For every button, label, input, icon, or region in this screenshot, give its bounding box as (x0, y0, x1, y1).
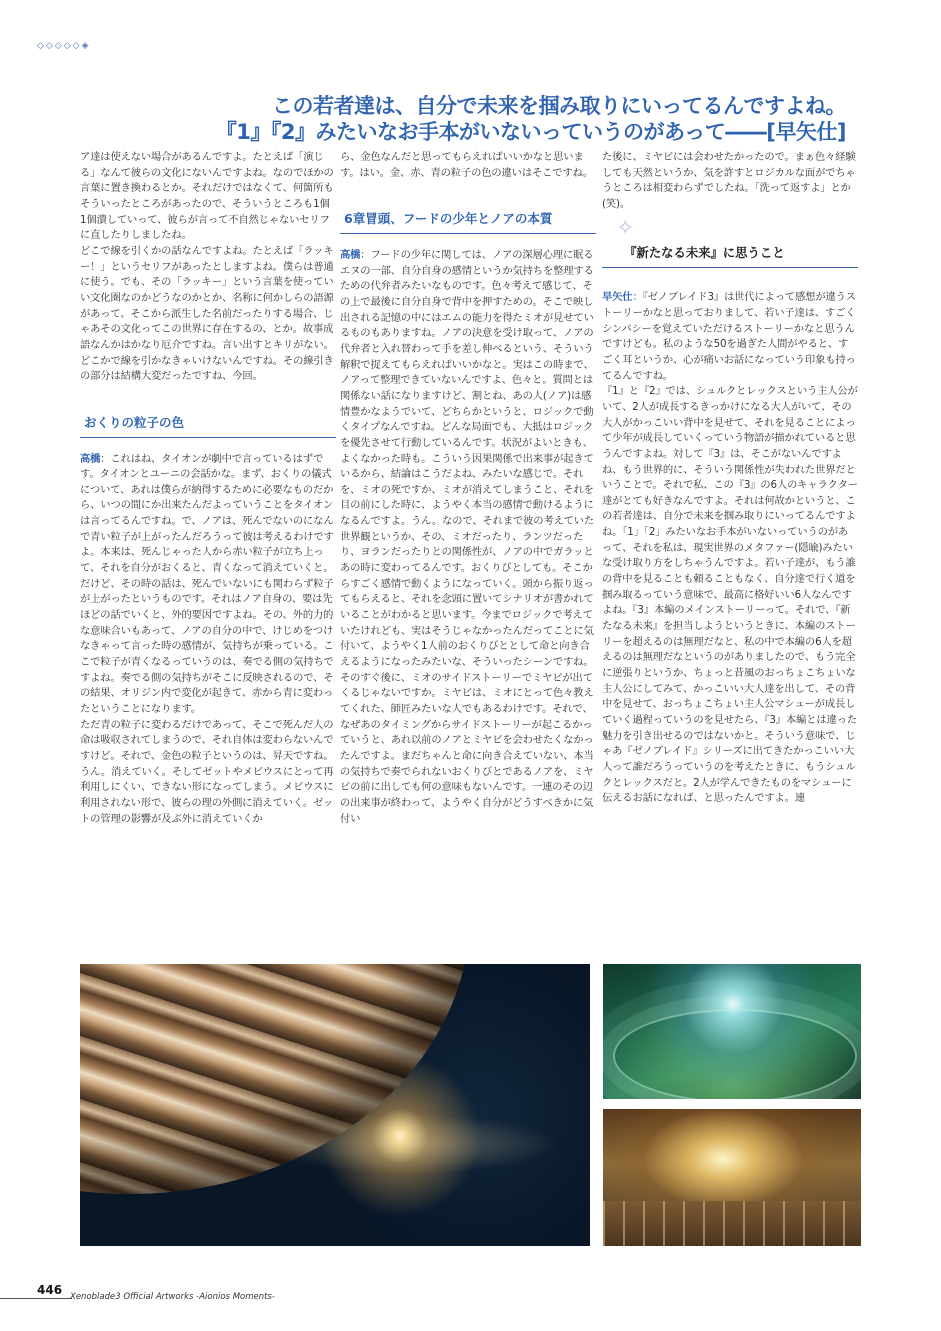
paragraph (602, 290, 858, 384)
text-column-3 (602, 150, 858, 807)
palace-scene-image (603, 1109, 861, 1246)
paragraph: ただ青の粒子に変わるだけであって、そこで死んだ人の命は吸収されてしまうので、それ自体は変わらないんですけど。それで、金色の粒子というのは、昇天ですね。うん。消えていく。そしてゼットやメビウスにとって再利用しにくい、できない形になってしまう。メビウスに利用されない形で、彼らの理の外側に消えていく。ゼットの管理の影響が及ぶ外に消えていくか (80, 718, 334, 825)
crystal-scene-image (603, 964, 861, 1099)
speaker-name: 高橋 (340, 248, 361, 261)
speaker-text: ：『ゼノブレイド3』は世代によって感想が違うストーリーかなと思っておりまして、若い子達は、すごくシンパシーを覚えていただけるストーリーかなと思うんですけども。私のような50を過ぎた人間がやると、すごく耳というか、心が痛いお話になっていう印象も持ってるんですね。 (602, 291, 856, 382)
paragraph (80, 452, 336, 718)
paragraph: た後に、ミヤビには会わせたかったので。まぁ色々経験しても天然というか、気を許すとロジカルな面がでちゃうところは相変わらずでしたね。「洗って返すよ」とか(笑)。 (602, 151, 856, 210)
glow-rings (613, 1009, 857, 1099)
page-number: 446 (37, 1283, 63, 1297)
section-heading (602, 215, 858, 269)
headline-line-1: この若者達は、自分で未来を掴み取りにいってるんですよね。 (272, 94, 846, 118)
text-column-2 (340, 150, 596, 827)
paragraph: 『1』と『2』では、シュルクとレックスという主人公がいて、2人が成長するきっかけになる大人がいて、その大人がかっこいい背中を見せて、それを見ることによって少年が成長していくっていう物語が描かれていると思うんですよね。対して『3』は、そこがないんですよね、もう世界的に、そういう関係性が失われた世界だということで。それで私、この『3』の6人のキャラクター達がとても好きなんですよ。それは何故かというと、この若者達は、自分で未来を掴み取りにいってるんですよね。「1」「2」みたいなお手本がいないっていうのがあって、それを私は、現実世界のメタファー(隠喩)みたいな受け取り方をしちゃうんですよ。若い子達が、もう誰の背中を見ることも頼ることもなく、自分達で行く道を掴み取るっていう意味で、最高に格好いい6人なんですよね。『3』本編のメインストーリーって。それで、『新たなる未来』を担当しようというときに、本編のストーリーを超えるのは無理だなと、私の中で本編の6人を超えるのは無理だなというのがありましたので、もう完全に逆張りというか、ちょっと昔風のおっちょこちょいな主人公にしてみて、かっこいい大人達を出して、その背中を見せて、おっちょこちょい主人公マシューが成長していく過程っていうのを見せたら、『3』本編とは違った魅力を引き出せるのではないかと。そういう意味で、じゃあ『ゼノブレイド』シリーズに出てきたかっこいい大人って誰だろうっていうのを考えたときに、もうシュルクとレックスだと。2人が学んできたものをマシューに伝えるお話になれば、と思ったんですよ。連 (602, 385, 858, 805)
speaker-text: ：フードの少年に関しては、ノアの深層心理に眠るエヌの一部、自分自身の感情というか気持ちを整理するための代弁者みたいなものです。色々考えて感じて、その上で最後に自分自身で背中を押すための。そこで映し出される記憶の中にはエムの能力を得たミオが見せているものもありますね。ノアの決意を受け取って、ノアの代弁者と入れ替わって手を差し伸べるという、そういう解釈で捉えてもらえればいいかなと。実はこの時まで、ノアって整理できていないんですよ、色々と。質問とは関係ない話になりますけど、割とね、あの人(ノア)は感情豊かなようでいて、どちらかというと、ロジックで動くタイプなんですね。どんな局面でも、大抵はロジックを優先させて行動しているんです。状況がよいときも、よくなかった時も。こういう因果関係で出来事が起きているから、結論はこうだよね、みたいな感じで。それを、ミオの死ですか、ミオが消えてしまうこと、それを目の前にした時に、ようやく本当の感情で動けるようになるんですよ。うん。なので、それまで彼の考えていた世界観というか、その、ミオだったり、ランツだったり、ヨランだったりとの関係性が、ノアの中でガラッとあの時に変わってるんです。おくりびとしても。そこからすごく感情で動くようになっていく。頭から振り返ってもらえると、それを念頭に置いてシナリオが書かれていることがわかると思います。今までロジックで考えていたけれども、実はそうじゃなかったんだってことに気付いて、ようやく1人前のおくりびととして命と向き合えるようになったみたいな、そういったシーンですね。そのすぐ後に、ミオのサイドストーリーでミヤビが出てくるじゃないですか。ミヤビは、ミオにとって色々教えてくれた、師匠みたいな人でもあるわけです。それで、なぜあのタイミングからサイドストーリーが起こるかっていうと、あれ以前のノアとミヤビを会わせたくなかったんですよ。まだちゃんと命に向き合えていない、本当の気持ちで奏でられないおくりびとであるノアを、ミヤビの前に出しても何の意味もないんです。一連のその辺の出来事が終わって、ようやく自分がどうすべきかに気付い (340, 248, 595, 825)
paragraph: ら、金色なんだと思ってもらえればいいかなと思います。はい。金、赤、青の粒子の色の違いはそこですね。 (340, 151, 593, 179)
text-column-1 (80, 150, 336, 827)
paragraph: どこで線を引くかの話なんですよね。たとえば「ラッキー！」というセリフがあったとしますよね。僕らは普通に使う。でも、その「ラッキー」という言葉を使っていい文化圏なのかどうなのかとか、名称に何かしらの語源があって、そこから派生した名前だったりする場合、じゃあその文化ってこの世界に存在するの、とか。故事成語なんかはかなり厄介ですね。言い出すとキリがない。どこかで線を引かなきゃいけないんですね。その線引きの部分は結構大変だったですね、今回。 (80, 244, 334, 383)
speaker-text: ：これはね、タイオンが劇中で言っているはずです。タイオンとユーニの会話かな。まず、おくりの儀式について、あれは僕らが納得するために必要なものだから、いつの間にか出来たんだよっていうことをタイオンは言ってるんですね。で、ノアは、死んでないのになんで青い粒子が上がったんだろうって彼は考えるわけですよ。本来は、死んじゃった人から赤い粒子が立ち上って、それを自分がおくると、青くなって消えていくと。だけど、その時の話は、死んでいないにも関わらず粒子が上がったというものです。それはノア自身の、要は先ほどの話でいくと、外的要因ですよね。その、外的力的な意味合いもあって、ノアの自分の中で、けじめをつけなきゃって言った時の感情が、気持ちが乗っている。ここで粒子が青くなるっていうのは、奏でる側の気持ちですよね。奏でる側の気持ちがそこに反映されるので、その結果、オリジン内で変化が起きて、赤から青に変わったということになります。 (80, 452, 334, 715)
section-heading (340, 211, 596, 234)
headline-line-2: 『1』『2』みたいなお手本がいないっていうのがあって――[早矢仕] (215, 120, 846, 144)
header-ornament: ◇◇◇◇◇◈ (37, 41, 91, 51)
speaker-name: 高橋 (80, 452, 101, 465)
paragraph (340, 248, 596, 827)
section-title: 6章冒頭、フードの少年とノアの本質 (344, 211, 553, 227)
section-heading (80, 415, 336, 438)
sparkle-icon: ✧ (616, 215, 635, 241)
paragraph: ア達は使えない場合があるんですよ。たとえば「演じる」なんて彼らの文化にないんですよね。なのでほかの言葉に置き換わるとか。それだけではなくて、何箇所もそういったところがあったので、そういうところも1個1個潰していって、彼らが言って不自然じゃないセリフに直したりしましたね。 (80, 151, 334, 242)
section-title: 『新たなる未来』に思うこと (624, 244, 785, 260)
palace-floor (603, 1201, 861, 1246)
sun-glow (260, 1114, 560, 1174)
book-title: Xenoblade3 Official Artworks -Aionios Moments- (70, 1292, 275, 1302)
footer-divider (0, 1298, 72, 1299)
speaker-name: 早矢仕 (602, 291, 633, 304)
planet-artwork-image (80, 964, 590, 1246)
section-title: おくりの粒子の色 (84, 414, 185, 430)
